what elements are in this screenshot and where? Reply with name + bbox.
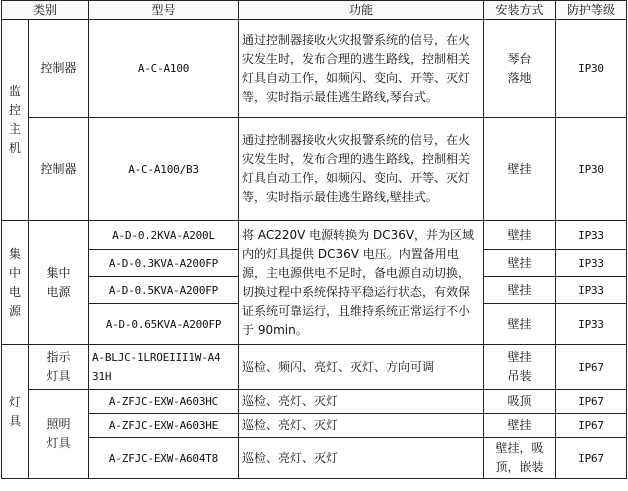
spec-table [1,0,627,479]
install-cell: 壁挂 [484,250,556,277]
ip-cell: IP67 [556,345,627,390]
model-cell: A-C-A100 [89,20,239,118]
function-cell: 通过控制器接收火灾报警系统的信号，在火灾发生时，发布合理的逃生路线，控制相关灯具自动工作，如频闪、变向、开等、灭灯等，实时指示最佳逃生路线,壁挂式。 [239,118,484,221]
model-cell: A-C-A100/B3 [89,118,239,221]
header-ip: 防护等级 [556,1,627,20]
ip-cell: IP67 [556,414,627,438]
header-function: 功能 [239,1,484,20]
install-cell: 壁挂 [484,221,556,250]
table-row [2,390,627,414]
model-cell: A-D-0.3KVA-A200FP [89,250,239,277]
model-cell: A-ZFJC-EXW-A603HE [89,414,239,438]
table-row [2,345,627,390]
subtype-cell: 控制器 [29,118,89,221]
model-cell: A-D-0.2KVA-A200L [89,221,239,250]
model-cell: A-ZFJC-EXW-A603HC [89,390,239,414]
category-central-power: 集 中 电 源 [2,221,29,345]
function-cell: 通过控制器接收火灾报警系统的信号，在火灾发生时，发布合理的逃生路线，控制相关灯具自动工作，如频闪、变向、开等、灭灯等，实时指示最佳逃生路线,琴台式。 [239,20,484,118]
header-category: 类别 [2,1,89,20]
category-luminaires: 灯 具 [2,345,29,479]
category-monitor-host: 监 控 主 机 [2,20,29,221]
install-cell: 壁挂 [484,277,556,304]
function-cell: 巡检、亮灯、灭灯 [239,390,484,414]
model-cell: A-D-0.5KVA-A200FP [89,277,239,304]
ip-cell: IP33 [556,277,627,304]
header-row [2,1,627,20]
table-row [2,414,627,438]
install-cell: 壁挂，吸 顶，嵌装 [484,438,556,479]
subtype-cell: 指示 灯具 [29,345,89,390]
install-cell: 琴台 落地 [484,20,556,118]
ip-cell: IP33 [556,250,627,277]
ip-cell: IP30 [556,20,627,118]
model-cell: A-ZFJC-EXW-A604T8 [89,438,239,479]
ip-cell: IP67 [556,390,627,414]
install-cell: 壁挂 [484,118,556,221]
function-cell: 将 AC220V 电源转换为 DC36V，并为区域内的灯具提供 DC36V 电压。内置备用电源，主电源供电不足时，备电源自动切换，切换过程中系统保持平稳运行状态，有效保证系统可靠运行，且维持系统正常运行不小于 90min。 [239,221,484,345]
ip-cell: IP33 [556,304,627,345]
header-model: 型号 [89,1,239,20]
install-cell: 壁挂 [484,304,556,345]
ip-cell: IP33 [556,221,627,250]
ip-cell: IP30 [556,118,627,221]
install-cell: 壁挂 吊装 [484,345,556,390]
table-row [2,20,627,118]
model-cell: A-BLJC-1LROEIII1W-A4 31H [89,345,239,390]
function-cell: 巡检、频闪、亮灯、灭灯、方向可调 [239,345,484,390]
table-row [2,438,627,479]
subtype-cell: 集中 电源 [29,221,89,345]
function-cell: 巡检、亮灯、灭灯 [239,438,484,479]
subtype-cell: 控制器 [29,20,89,118]
subtype-cell: 照明 灯具 [29,390,89,479]
install-cell: 吸顶 [484,390,556,414]
function-cell: 巡检、亮灯、灭灯 [239,414,484,438]
header-install: 安装方式 [484,1,556,20]
install-cell: 壁挂 [484,414,556,438]
ip-cell: IP67 [556,438,627,479]
table-row [2,221,627,250]
model-cell: A-D-0.65KVA-A200FP [89,304,239,345]
table-row [2,118,627,221]
